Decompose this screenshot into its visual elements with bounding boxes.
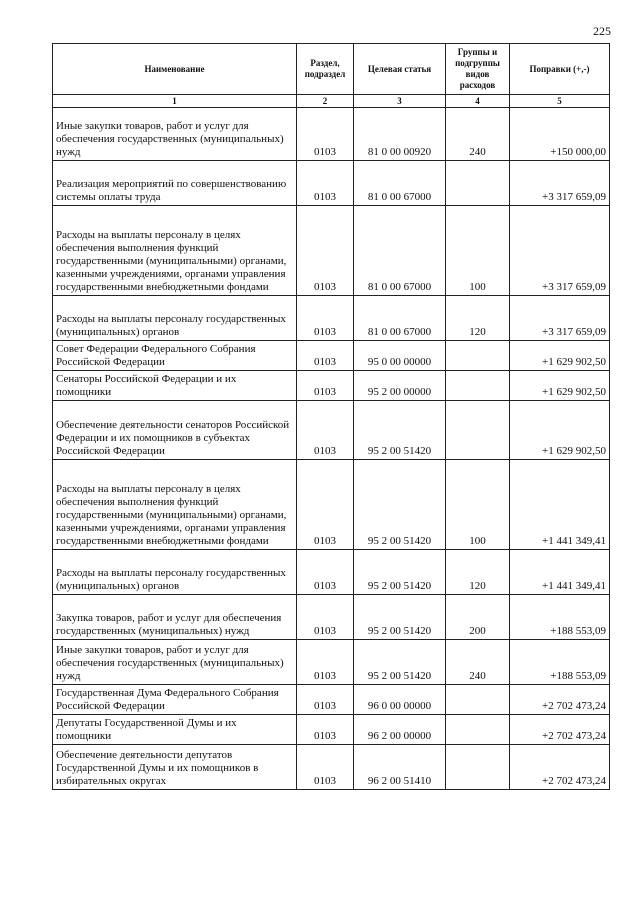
row-section: 0103 <box>297 640 354 685</box>
row-amount: +1 629 902,50 <box>510 401 610 460</box>
table-row <box>53 161 610 206</box>
header-target: Целевая статья <box>354 44 446 95</box>
row-section: 0103 <box>297 341 354 371</box>
table-row <box>53 460 610 550</box>
row-amount: +2 702 473,24 <box>510 685 610 715</box>
row-name: Реализация мероприятий по совершенствованию системы оплаты труда <box>53 161 297 206</box>
row-amount: +188 553,09 <box>510 595 610 640</box>
row-name: Государственная Дума Федерального Собрания Российской Федерации <box>53 685 297 715</box>
row-amount: +3 317 659,09 <box>510 161 610 206</box>
column-number: 2 <box>297 95 354 108</box>
row-target: 95 2 00 51420 <box>354 401 446 460</box>
row-amount: +1 441 349,41 <box>510 550 610 595</box>
table-row <box>53 715 610 745</box>
row-amount: +3 317 659,09 <box>510 206 610 296</box>
row-group <box>446 161 510 206</box>
table-row <box>53 745 610 790</box>
row-section: 0103 <box>297 685 354 715</box>
row-section: 0103 <box>297 108 354 161</box>
row-target: 95 0 00 00000 <box>354 341 446 371</box>
page-number: 225 <box>593 24 611 38</box>
row-group <box>446 715 510 745</box>
row-amount: +3 317 659,09 <box>510 296 610 341</box>
row-name: Иные закупки товаров, работ и услуг для обеспечения государственных (муниципальных) нужд <box>53 108 297 161</box>
row-amount: +150 000,00 <box>510 108 610 161</box>
row-amount: +2 702 473,24 <box>510 745 610 790</box>
column-number-row <box>53 95 610 108</box>
row-section: 0103 <box>297 371 354 401</box>
row-name: Расходы на выплаты персоналу государственных (муниципальных) органов <box>53 296 297 341</box>
header-name: Наименование <box>53 44 297 95</box>
row-target: 95 2 00 51420 <box>354 550 446 595</box>
row-target: 96 2 00 51410 <box>354 745 446 790</box>
row-group: 100 <box>446 206 510 296</box>
row-target: 81 0 00 67000 <box>354 296 446 341</box>
row-target: 96 2 00 00000 <box>354 715 446 745</box>
row-group <box>446 745 510 790</box>
row-section: 0103 <box>297 401 354 460</box>
row-group <box>446 371 510 401</box>
row-group <box>446 401 510 460</box>
row-target: 95 2 00 51420 <box>354 595 446 640</box>
row-section: 0103 <box>297 460 354 550</box>
table-row <box>53 640 610 685</box>
table-row <box>53 206 610 296</box>
row-name: Сенаторы Российской Федерации и их помощники <box>53 371 297 401</box>
table-row <box>53 296 610 341</box>
row-group: 100 <box>446 460 510 550</box>
row-group: 120 <box>446 296 510 341</box>
row-name: Обеспечение деятельности сенаторов Российской Федерации и их помощников в субъектах Российской Федерации <box>53 401 297 460</box>
row-section: 0103 <box>297 715 354 745</box>
column-number: 4 <box>446 95 510 108</box>
header-amount: Поправки (+,-) <box>510 44 610 95</box>
row-amount: +1 629 902,50 <box>510 371 610 401</box>
row-name: Иные закупки товаров, работ и услуг для обеспечения государственных (муниципальных) нужд <box>53 640 297 685</box>
row-group <box>446 341 510 371</box>
column-number: 3 <box>354 95 446 108</box>
row-group: 240 <box>446 640 510 685</box>
row-target: 81 0 00 00920 <box>354 108 446 161</box>
row-name: Расходы на выплаты персоналу в целях обеспечения выполнения функций государственными (муниципальными) органами, казенными учреждениями, органами управления государственными внебюджетными фондами <box>53 206 297 296</box>
table-row <box>53 595 610 640</box>
table-row <box>53 341 610 371</box>
row-target: 81 0 00 67000 <box>354 206 446 296</box>
row-section: 0103 <box>297 296 354 341</box>
row-name: Закупка товаров, работ и услуг для обеспечения государственных (муниципальных) нужд <box>53 595 297 640</box>
row-group: 200 <box>446 595 510 640</box>
row-section: 0103 <box>297 595 354 640</box>
row-section: 0103 <box>297 161 354 206</box>
row-target: 95 2 00 51420 <box>354 460 446 550</box>
header-row <box>53 44 610 95</box>
row-target: 95 2 00 51420 <box>354 640 446 685</box>
row-amount: +188 553,09 <box>510 640 610 685</box>
column-number: 1 <box>53 95 297 108</box>
row-name: Расходы на выплаты персоналу государственных (муниципальных) органов <box>53 550 297 595</box>
row-name: Обеспечение деятельности депутатов Государственной Думы и их помощников в избирательных округах <box>53 745 297 790</box>
row-amount: +1 629 902,50 <box>510 341 610 371</box>
row-target: 95 2 00 00000 <box>354 371 446 401</box>
row-section: 0103 <box>297 550 354 595</box>
row-group <box>446 685 510 715</box>
row-group: 240 <box>446 108 510 161</box>
header-section: Раздел, подраздел <box>297 44 354 95</box>
row-group: 120 <box>446 550 510 595</box>
table-row <box>53 550 610 595</box>
row-target: 81 0 00 67000 <box>354 161 446 206</box>
column-number: 5 <box>510 95 610 108</box>
budget-amendments-table <box>52 43 610 790</box>
row-name: Расходы на выплаты персоналу в целях обеспечения выполнения функций государственными (муниципальными) органами, казенными учреждениями, органами управления государственными внебюджетными фондами <box>53 460 297 550</box>
row-amount: +2 702 473,24 <box>510 715 610 745</box>
row-name: Совет Федерации Федерального Собрания Российской Федерации <box>53 341 297 371</box>
row-section: 0103 <box>297 745 354 790</box>
row-target: 96 0 00 00000 <box>354 685 446 715</box>
row-name: Депутаты Государственной Думы и их помощники <box>53 715 297 745</box>
table-row <box>53 371 610 401</box>
table-row <box>53 108 610 161</box>
header-group: Группы и подгруппы видов расходов <box>446 44 510 95</box>
table-row <box>53 401 610 460</box>
table-row <box>53 685 610 715</box>
row-section: 0103 <box>297 206 354 296</box>
row-amount: +1 441 349,41 <box>510 460 610 550</box>
